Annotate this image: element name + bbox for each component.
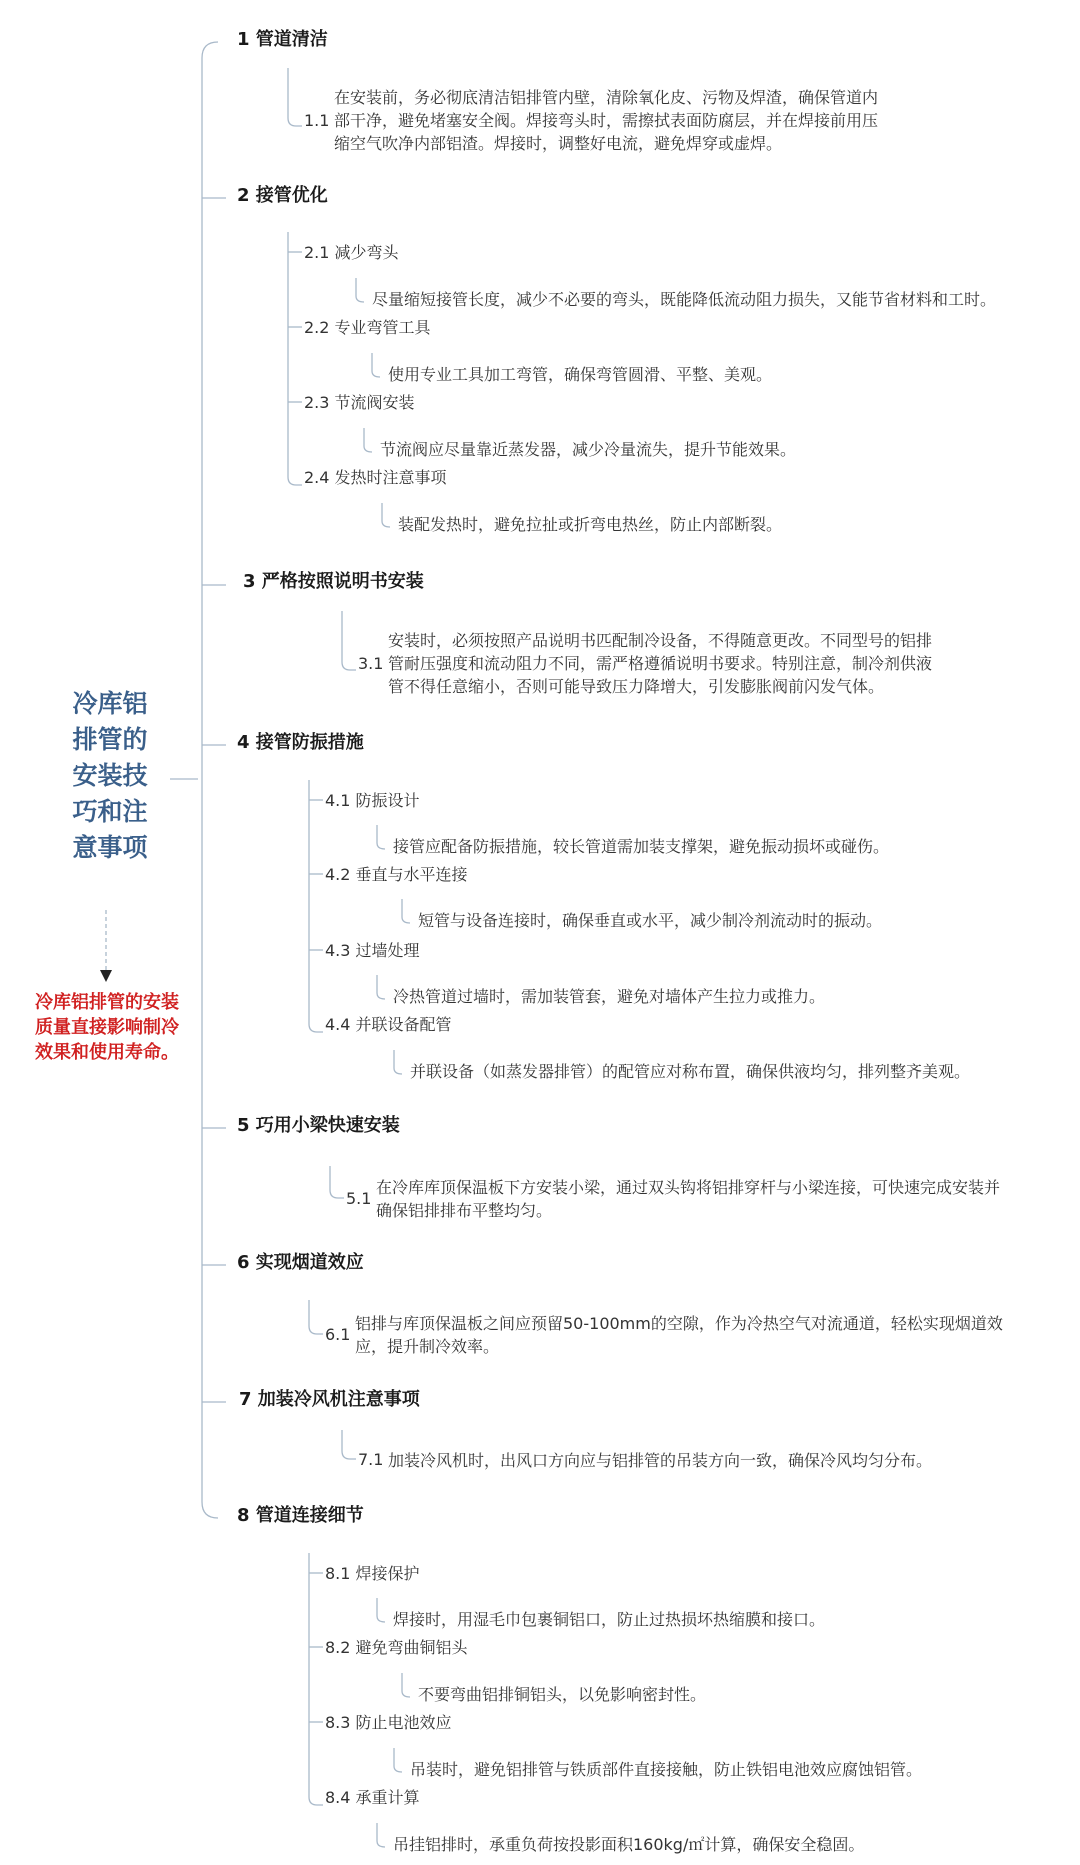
item-text-line: 在安装前，务必彻底清洁铝排管内壁，清除氧化皮、污物及焊渣，确保管道内 <box>334 88 879 107</box>
item-label: 1.1 <box>304 111 330 130</box>
leaf-bracket <box>356 278 364 302</box>
root-note <box>14 990 200 1065</box>
leaf-bracket <box>382 503 390 527</box>
section-title: 2 接管优化 <box>237 185 328 206</box>
item-text-line: 应，提升制冷效率。 <box>355 1337 500 1356</box>
item-label: 5.1 <box>346 1189 372 1208</box>
item-bracket <box>309 1300 323 1334</box>
leaf-bracket <box>372 353 380 377</box>
item-text: 吊挂铝排时，承重负荷按投影面积160kg/㎡计算，确保安全稳固。 <box>393 1835 865 1854</box>
leaf-bracket <box>377 825 385 849</box>
item-label: 2.3 节流阀安装 <box>304 393 415 412</box>
item-label: 4.2 垂直与水平连接 <box>325 865 468 884</box>
section-title: 3 严格按照说明书安装 <box>243 571 424 592</box>
root-title-line: 排管的 <box>72 725 148 754</box>
item-label: 3.1 <box>358 654 384 673</box>
item-text-line: 管耐压强度和流动阻力不同，需严格遵循说明书要求。特别注意，制冷剂供液 <box>388 654 933 673</box>
sub-spine <box>309 1553 323 1805</box>
item-label: 8.2 避免弯曲铜铝头 <box>325 1638 468 1657</box>
item-label: 8.1 焊接保护 <box>325 1564 420 1583</box>
item-text-line: 在冷库库顶保温板下方安装小梁，通过双头钩将铝排穿杆与小梁连接，可快速完成安装并 <box>376 1178 1001 1197</box>
section-title: 6 实现烟道效应 <box>237 1252 364 1273</box>
leaf-bracket <box>377 1598 385 1622</box>
root-note-line: 效果和使用寿命。 <box>35 1042 179 1063</box>
root-title-line: 安装技 <box>72 761 148 790</box>
section-title: 5 巧用小梁快速安装 <box>237 1115 400 1136</box>
section-title: 4 接管防振措施 <box>237 732 364 753</box>
item-text-line: 管不得任意缩小，否则可能导致压力降增大，引发膨胀阀前闪发气体。 <box>388 677 885 696</box>
item-text-line: 确保铝排排布平整均匀。 <box>376 1201 553 1220</box>
main-spine <box>202 42 218 1518</box>
item-text: 装配发热时，避免拉扯或折弯电热丝，防止内部断裂。 <box>398 515 783 534</box>
item-text-line: 铝排与库顶保温板之间应预留50-100mm的空隙，作为冷热空气对流通道，轻松实现烟道效 <box>355 1314 1003 1333</box>
item-label: 2.1 减少弯头 <box>304 243 399 262</box>
root-note-line: 冷库铝排管的安装 <box>35 992 179 1013</box>
item-bracket <box>342 1430 356 1459</box>
item-label: 8.4 承重计算 <box>325 1788 420 1807</box>
item-label: 8.3 防止电池效应 <box>325 1713 452 1732</box>
item-text-line: 部干净，避免堵塞安全阀。焊接弯头时，需擦拭表面防腐层，并在焊接前用压 <box>334 111 879 130</box>
item-text-line: 安装时，必须按照产品说明书匹配制冷设备，不得随意更改。不同型号的铝排 <box>388 631 933 650</box>
section-title: 8 管道连接细节 <box>237 1505 364 1526</box>
item-text: 使用专业工具加工弯管，确保弯管圆滑、平整、美观。 <box>388 365 773 384</box>
leaf-bracket <box>377 1823 385 1847</box>
item-label: 6.1 <box>325 1325 351 1344</box>
root-note-line: 质量直接影响制冷 <box>35 1017 179 1038</box>
item-text: 短管与设备连接时，确保垂直或水平，减少制冷剂流动时的振动。 <box>418 911 883 930</box>
root-title-line: 冷库铝 <box>72 689 148 718</box>
item-bracket <box>330 1166 344 1198</box>
item-text: 焊接时，用湿毛巾包裹铜铝口，防止过热损坏热缩膜和接口。 <box>393 1610 826 1629</box>
leaf-bracket <box>402 1673 410 1697</box>
root-title-line: 巧和注 <box>72 797 148 826</box>
leaf-bracket <box>377 975 385 999</box>
item-label: 2.4 发热时注意事项 <box>304 468 447 487</box>
section-title: 7 加装冷风机注意事项 <box>239 1389 420 1410</box>
sub-spine <box>288 232 302 485</box>
item-label: 4.3 过墙处理 <box>325 941 420 960</box>
item-bracket <box>342 611 356 670</box>
item-text <box>376 1176 1000 1222</box>
item-text: 冷热管道过墙时，需加装管套，避免对墙体产生拉力或推力。 <box>393 987 826 1006</box>
item-text: 加装冷风机时，出风口方向应与铝排管的吊装方向一致，确保冷风均匀分布。 <box>388 1451 933 1470</box>
item-text <box>388 629 932 698</box>
item-label: 7.1 <box>358 1450 384 1469</box>
item-text <box>355 1312 1003 1358</box>
item-text <box>334 86 878 155</box>
leaf-bracket <box>394 1050 402 1074</box>
leaf-bracket <box>402 899 410 923</box>
item-text: 不要弯曲铝排铜铝头，以免影响密封性。 <box>418 1685 707 1704</box>
item-text: 并联设备（如蒸发器排管）的配管应对称布置，确保供液均匀，排列整齐美观。 <box>410 1062 971 1081</box>
sub-spine <box>309 780 323 1032</box>
section-title: 1 管道清洁 <box>237 29 328 50</box>
item-label: 2.2 专业弯管工具 <box>304 318 431 337</box>
root-title-line: 意事项 <box>72 833 148 862</box>
item-text: 尽量缩短接管长度，减少不必要的弯头，既能降低流动阻力损失，又能节省材料和工时。 <box>372 290 997 309</box>
item-text: 节流阀应尽量靠近蒸发器，减少冷量流失，提升节能效果。 <box>380 440 797 459</box>
item-text: 吊装时，避免铝排管与铁质部件直接接触，防止铁铝电池效应腐蚀铝管。 <box>410 1760 923 1779</box>
item-bracket <box>288 68 302 126</box>
item-text: 接管应配备防振措施，较长管道需加装支撑架，避免振动损坏或碰伤。 <box>393 837 890 856</box>
item-label: 4.1 防振设计 <box>325 791 420 810</box>
arrow-head-icon <box>100 970 112 982</box>
item-text-line: 缩空气吹净内部铝渣。焊接时，调整好电流，避免焊穿或虚焊。 <box>334 134 783 153</box>
root-title <box>52 686 168 866</box>
item-label: 4.4 并联设备配管 <box>325 1015 452 1034</box>
leaf-bracket <box>364 428 372 452</box>
leaf-bracket <box>394 1748 402 1772</box>
